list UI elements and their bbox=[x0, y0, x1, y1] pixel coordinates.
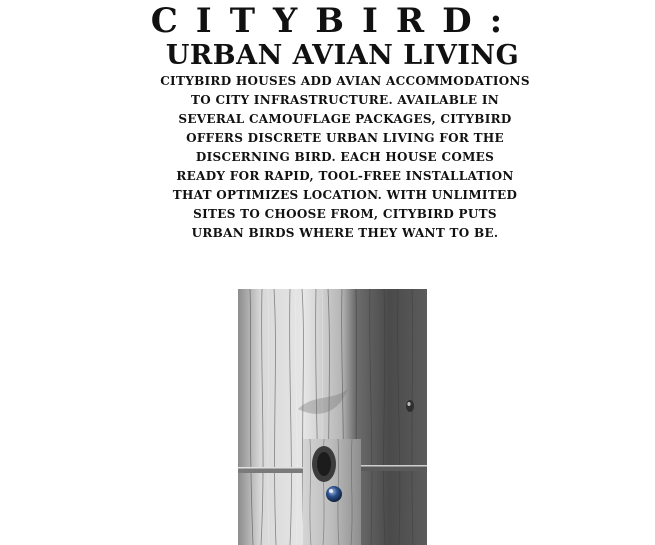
description-line: CITYBIRD HOUSES ADD AVIAN ACCOMMODATIONS bbox=[160, 74, 530, 88]
description-line: URBAN BIRDS WHERE THEY WANT TO BE. bbox=[191, 226, 499, 240]
description-line: READY FOR RAPID, TOOL-FREE INSTALLATION bbox=[176, 169, 514, 183]
description-line: SITES TO CHOOSE FROM, CITYBIRD PUTS bbox=[193, 207, 497, 221]
description-line: SEVERAL CAMOUFLAGE PACKAGES, CITYBIRD bbox=[178, 112, 512, 126]
strap-highlight-right bbox=[361, 465, 427, 467]
nail-head bbox=[406, 400, 414, 412]
pole-image-svg bbox=[238, 289, 427, 545]
birdhouse-entrance-hole bbox=[317, 452, 331, 476]
description-text bbox=[160, 72, 530, 243]
nail-highlight bbox=[407, 402, 410, 406]
page-title: CITYBIRD: bbox=[150, 1, 521, 41]
blue-perch-knob bbox=[326, 486, 342, 502]
description-line: TO CITY INFRASTRUCTURE. AVAILABLE IN bbox=[190, 93, 499, 107]
strap-highlight-left bbox=[238, 467, 303, 469]
description-line: OFFERS DISCRETE URBAN LIVING FOR THE bbox=[186, 131, 504, 145]
perch-knob-highlight bbox=[329, 489, 333, 493]
page-subtitle: URBAN AVIAN LIVING bbox=[165, 40, 520, 71]
description-line: THAT OPTIMIZES LOCATION. WITH UNLIMITED bbox=[172, 188, 518, 202]
birdhouse-pole-photo bbox=[238, 289, 427, 545]
description-line: DISCERNING BIRD. EACH HOUSE COMES bbox=[195, 150, 495, 164]
